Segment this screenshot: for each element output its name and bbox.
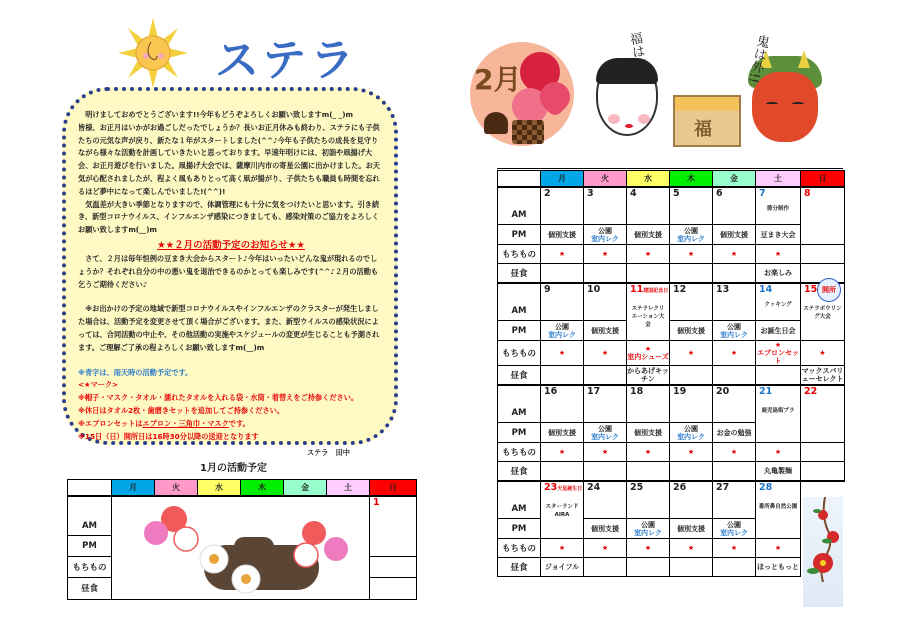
am-activity: ステラボウリング大会 [803,305,842,320]
day-cell-lunch [541,264,584,283]
date-value: 13 [716,283,730,295]
holiday-label: 天皇誕生日 [557,485,583,492]
rain-alternative: 室内レク [677,432,705,441]
fuku-wa-uchi-text: 福は内!! [625,31,650,83]
health-notice-text: 気温差が大きい季節となりますので、体調管理にも十分に気をつけたいと思います。引き続き、新型コロナウイルス、インフルエンザ感染につきましても、感染対策のご協力をよろしくお願い致しますm(__)m [78,199,380,235]
day-cell-pm [756,321,801,341]
day-cell-lunch [584,462,627,481]
date-value: 9 [544,283,551,295]
day-cell-lunch [713,264,756,283]
star-mark-icon: ★ [558,250,566,258]
day-cell-lunch [670,558,713,577]
pm-activity: 個別支援 [720,230,748,239]
date-number [541,284,583,295]
row-label-items: もちもの [68,557,112,578]
day-cell-pm [756,225,801,245]
date-value: 16 [544,385,558,397]
pm-activity: 公園 [641,520,655,529]
am-activity: 番所鼻自然公園 [758,503,798,510]
date-number [670,386,712,397]
star-mark-icon: ★ [774,448,782,456]
day-cell-am [627,283,670,341]
day-cell-items [756,539,801,558]
day-cell-items [713,539,756,558]
row-label-pm: PM [498,225,541,245]
newsletter-notice [62,87,398,458]
am-activity: クッキング [764,301,792,308]
day-cell-lunch [627,264,670,283]
am-activity: スターランドAIRA [545,503,579,518]
star-mark-icon: ★ [730,544,738,552]
date-number [713,284,755,295]
header-mon: 月 [541,171,584,187]
camellia-illustration [803,497,843,607]
date-number [584,482,626,493]
day-cell-items [801,341,845,366]
date-value: 27 [716,481,730,493]
rain-alternative: 室内レク [677,234,705,243]
jan-items-sun [370,557,417,578]
day-cell-am [584,187,627,225]
january-schedule-table [67,479,417,600]
day-cell-am [627,385,670,423]
day-cell-am [670,283,713,321]
day-cell-lunch [627,558,670,577]
row-label-items: もちもの [498,245,541,264]
day-cell-pm [670,225,713,245]
pm-activity: 公園 [555,322,569,331]
jan-date-1-cell [370,496,417,557]
day-cell-lunch [801,462,845,481]
brand-title: ステラ [215,35,359,86]
day-cell-items [713,443,756,462]
date-value: 17 [587,385,601,397]
date-value: 18 [630,385,644,397]
day-cell-am [713,187,756,225]
day-cell-lunch [713,462,756,481]
row-label-lunch: 昼食 [498,366,541,385]
day-cell-items [713,245,756,264]
am-activity: ステラレクリエーション大会 [631,305,665,328]
chocolate-box-icon [512,120,544,144]
mark-item-3-prefix: ※エプロンセットは [78,418,143,428]
row-label-lunch: 昼食 [498,558,541,577]
day-cell-lunch [541,366,584,385]
date-value: 22 [804,385,818,397]
row-label-pm: PM [498,423,541,443]
date-value: 28 [759,481,773,493]
date-number [584,386,626,397]
day-cell-am [541,481,584,539]
mark-item-3-underlined: エプロン・三角巾・マスク [142,418,229,428]
header-divider [497,168,843,169]
star-mark-icon: ★ [601,544,609,552]
row-label-items: もちもの [498,341,541,366]
february-intro-text: さて、２月は毎年恒例の豆まき大会からスタート♪今年はいったいどんな鬼が現れるのでしょうか？それぞれ自分の中の悪い鬼を退治できるのかとっても楽しみです(^^♪２月の活動も乞うご期待ください♪ [78,253,379,289]
day-cell-items [541,341,584,366]
day-cell-am [584,283,627,321]
day-cell-lunch [584,264,627,283]
date-value: 21 [759,385,773,397]
day-cell-am [584,481,627,519]
row-label-lunch: 昼食 [68,578,112,599]
jan-lunch-sun [370,578,417,599]
star-mark-icon: ★ [687,250,695,258]
pm-activity: お金の勉強 [716,428,752,437]
day-cell-items [670,539,713,558]
row-label-am: AM [68,496,112,536]
star-mark-icon: ★ [774,250,782,258]
camellia-icon [803,497,843,607]
star-mark-icon: ★ [601,250,609,258]
day-cell-am [713,385,756,423]
mark-title: <★マーク> [78,380,119,390]
header-sat: 土 [756,171,801,187]
day-cell-am [541,187,584,225]
header-thu: 木 [670,171,713,187]
rain-alternative: 室内レク [548,330,576,339]
mark-item-4: ※15日（日）開所日は16時30分以降の送迎となります [78,431,259,441]
day-cell-pm [627,225,670,245]
date-value: 7 [759,187,766,199]
day-cell-items [756,245,801,264]
date-number [541,482,583,493]
header-fri: 金 [284,480,327,496]
date-number [713,386,755,397]
row-label-items: もちもの [498,443,541,462]
february-heading: ★★２月の活動予定のお知らせ★★ [157,239,305,251]
date-value: 3 [587,187,594,199]
row-label-lunch: 昼食 [498,462,541,481]
day-cell-lunch [584,366,627,385]
day-cell-pm [713,321,756,341]
day-cell-am [801,187,845,245]
date-number: 1 [373,496,380,508]
day-cell-lunch [627,462,670,481]
day-cell-items [584,539,627,558]
day-cell-lunch: ほっともっと [756,558,801,577]
star-mark-icon: ★ [558,448,566,456]
day-cell-items [584,443,627,462]
mark-item-3 [78,418,384,431]
rain-alternative: 室内レク [720,528,748,537]
star-mark-icon: ★ [558,544,566,552]
date-number [756,284,800,295]
pm-activity: 個別支援 [677,326,705,335]
day-cell-pm [713,423,756,443]
day-cell-am [541,283,584,321]
day-cell-items [541,245,584,264]
star-mark-icon: ★ [687,544,695,552]
chocolate-icon [484,112,508,134]
star-mark-icon: ★ [601,448,609,456]
day-cell-am [627,187,670,225]
day-cell-items [801,245,845,264]
schedule-change-notice: ※お出かけの予定の地域で新型コロナウイルスやインフルエンザのクラスターが発生しました場合は、活動予定を変更させて頂く場合がございます。また、新型ウイルスの感染状況によっては、合同活動の中止や、その他活動の実施やスケジュールの変更が生じることも予測されます。ご理解ご了承の程よろしくお願い致しますm(__)m [78,304,380,352]
rain-alternative: 室内レク [591,234,619,243]
date-number [541,386,583,397]
row-label-items: もちもの [498,539,541,558]
star-mark-icon: ★ [601,349,609,357]
date-number [584,188,626,199]
pm-activity: お誕生日会 [760,326,796,335]
pm-activity: 公園 [684,226,698,235]
items-note: 室内シューズ [627,353,669,361]
day-cell-items [627,341,670,366]
month-badge: 2月 [474,63,522,96]
day-cell-pm [584,225,627,245]
day-cell-lunch [713,366,756,385]
day-cell-am [541,385,584,423]
day-cell-lunch [670,264,713,283]
date-number [627,482,669,493]
date-number [584,284,626,295]
day-cell-lunch: からあげキッチン [627,366,669,383]
day-cell-items [670,443,713,462]
day-cell-items [541,539,584,558]
row-label-pm: PM [498,519,541,539]
header-blank [68,480,112,496]
date-number [627,284,669,295]
day-cell-am [756,283,801,321]
day-cell-am [584,385,627,423]
date-number [801,188,844,199]
row-label-pm: PM [498,321,541,341]
day-cell-items [756,341,801,366]
rain-note: ※青字は、雨天時の活動予定です。 [78,367,193,377]
day-cell-items [584,245,627,264]
day-cell-pm [541,423,584,443]
day-cell-pm [713,225,756,245]
day-cell-am [670,187,713,225]
pm-activity: 個別支援 [591,524,619,533]
pm-activity: 公園 [598,226,612,235]
day-cell-items [627,443,670,462]
day-cell-lunch [541,462,584,481]
row-label-lunch: 昼食 [498,264,541,283]
day-cell-lunch [756,366,801,385]
date-value: 10 [587,283,601,295]
sun-mascot-icon [118,18,188,88]
day-cell-lunch [584,558,627,577]
date-value: 25 [630,481,644,493]
star-mark-icon: ★ [730,349,738,357]
rain-alternative: 室内レク [591,432,619,441]
holiday-label: 建国記念日 [643,287,669,294]
day-cell-items [627,245,670,264]
date-value: 11 [630,283,644,295]
day-cell-pm [670,321,713,341]
row-label-am: AM [498,187,541,225]
day-cell-pm [584,423,627,443]
day-cell-pm [584,321,627,341]
date-value: 12 [673,283,687,295]
date-number [627,386,669,397]
star-mark-icon: ★ [730,250,738,258]
oni-wa-soto-text: 鬼は外!! [745,32,770,85]
ehomaki-plum-icon [114,497,368,597]
date-number [756,482,800,493]
row-label-am: AM [498,283,541,321]
day-cell-lunch [713,558,756,577]
day-cell-am [756,385,801,443]
date-number [713,188,755,199]
february-schedule-table [497,170,845,577]
header-blank [498,171,541,187]
day-cell-items [713,341,756,366]
day-cell-items [670,341,713,366]
star-mark-icon: ★ [730,448,738,456]
pm-activity: 個別支援 [634,428,662,437]
day-cell-items [584,341,627,366]
header-mon: 月 [112,480,155,496]
date-number [756,386,800,397]
pm-activity: 公園 [684,424,698,433]
january-schedule-title: 1月の活動予定 [200,463,267,474]
day-cell-items [801,443,845,462]
pm-activity: 豆まき大会 [760,230,796,239]
day-cell-pm [670,519,713,539]
star-mark-icon: ★ [687,448,695,456]
pm-activity: 公園 [727,322,741,331]
greeting-text: 明けましておめでとうございます!!今年もどうぞよろしくお願い致しますm(_ _)m [85,110,353,119]
row-label-am: AM [498,385,541,423]
day-cell-am [756,187,801,225]
day-cell-pm [713,519,756,539]
day-cell-items [756,443,801,462]
date-value: 23 [544,481,558,493]
day-cell-pm [584,519,627,539]
header-sun: 日 [801,171,845,187]
header-tue: 火 [155,480,198,496]
date-number [756,188,800,199]
star-mark-icon: ★ [644,448,652,456]
day-cell-items [541,443,584,462]
date-value: 14 [759,283,773,295]
day-cell-am [713,481,756,519]
date-number [713,482,755,493]
date-value: 4 [630,187,637,199]
day-cell-lunch: お楽しみ [756,264,801,283]
day-cell-lunch: 丸亀製麺 [756,462,801,481]
star-mark-icon: ★ [774,341,782,349]
january-report-text: 皆様、お正月はいかがお過ごしだったでしょうか？長いお正月休みも終わり、ステラにも子供たちの元気な声が戻り、新たな１年がスタートしました(^^♪今年も子供たちの成長を見守りながら様々な活動を計画していきたいと思っております。早速年明けには、初詣や凧揚げ大会、お正月遊びを行いました。凧揚げ大会では、薩摩川内市の寄星公園に出かけました。お天気が心配されましたが、程よく風もありとって高く凧が揚がり、子供たちも職員も時間を忘れるほど夢中になって楽しんでいました!(^^)! [78,122,380,196]
day-cell-lunch: マックスバリューセレクト [801,366,844,383]
day-cell-pm [541,321,584,341]
new-year-illustration [112,496,370,600]
day-cell-items [627,539,670,558]
open-day-speech-bubble: 開所 [817,278,841,302]
pm-activity: 公園 [727,520,741,529]
date-value: 8 [804,187,811,199]
day-cell-pm [627,423,670,443]
date-value: 26 [673,481,687,493]
header-sat: 土 [327,480,370,496]
star-mark-icon: ★ [687,349,695,357]
date-value: 15 [804,283,818,295]
day-cell-pm [627,519,670,539]
date-number [541,188,583,199]
am-activity: 鹿児島街プラ [761,407,795,414]
bean-box-label: 福 [694,119,712,140]
items-note: エプロンセット [757,349,799,365]
signature: ステラ 田中 [307,448,350,458]
day-cell-lunch: ジョイフル [541,558,584,577]
date-number [670,482,712,493]
mark-item-2: ※休日はタオル2枚・歯磨きセットを追加してご持参ください。 [78,405,285,415]
header-sun: 日 [370,480,417,496]
date-value: 6 [716,187,723,199]
date-number [627,188,669,199]
pm-activity: 個別支援 [677,524,705,533]
date-value: 24 [587,481,601,493]
date-value: 20 [716,385,730,397]
day-cell-am [627,481,670,519]
header-wed: 水 [627,171,670,187]
star-mark-icon: ★ [644,345,652,353]
header-fri: 金 [713,171,756,187]
star-mark-icon: ★ [558,349,566,357]
mark-item-1: ※帽子・マスク・タオル・濡れたタオルを入れる袋・水筒・着替えをご持参ください。 [78,393,359,403]
rain-alternative: 室内レク [720,330,748,339]
day-cell-am [801,385,845,443]
date-value: 5 [673,187,680,199]
day-cell-lunch [670,462,713,481]
date-value: 2 [544,187,551,199]
star-mark-icon: ★ [644,544,652,552]
star-mark-icon: ★ [774,544,782,552]
date-number [670,188,712,199]
pm-activity: 個別支援 [548,230,576,239]
date-number [670,284,712,295]
header-wed: 水 [198,480,241,496]
date-value: 19 [673,385,687,397]
day-cell-am [670,481,713,519]
day-cell-pm [541,225,584,245]
header-thu: 木 [241,480,284,496]
rain-alternative: 室内レク [634,528,662,537]
day-cell-pm [670,423,713,443]
header-tue: 火 [584,171,627,187]
date-number [801,386,844,397]
pm-activity: 公園 [598,424,612,433]
pm-activity: 個別支援 [634,230,662,239]
day-cell-am [756,481,801,539]
star-mark-icon: ★ [819,349,826,357]
day-cell-lunch [670,366,713,385]
day-cell-am [713,283,756,321]
mark-item-3-suffix: です。 [228,418,250,428]
row-label-pm: PM [68,536,112,557]
pm-activity: 個別支援 [548,428,576,437]
day-cell-am [670,385,713,423]
row-label-am: AM [498,481,541,519]
am-activity: 節分制作 [766,205,789,212]
pm-activity: 個別支援 [591,326,619,335]
day-cell-items [670,245,713,264]
star-mark-icon: ★ [644,250,652,258]
